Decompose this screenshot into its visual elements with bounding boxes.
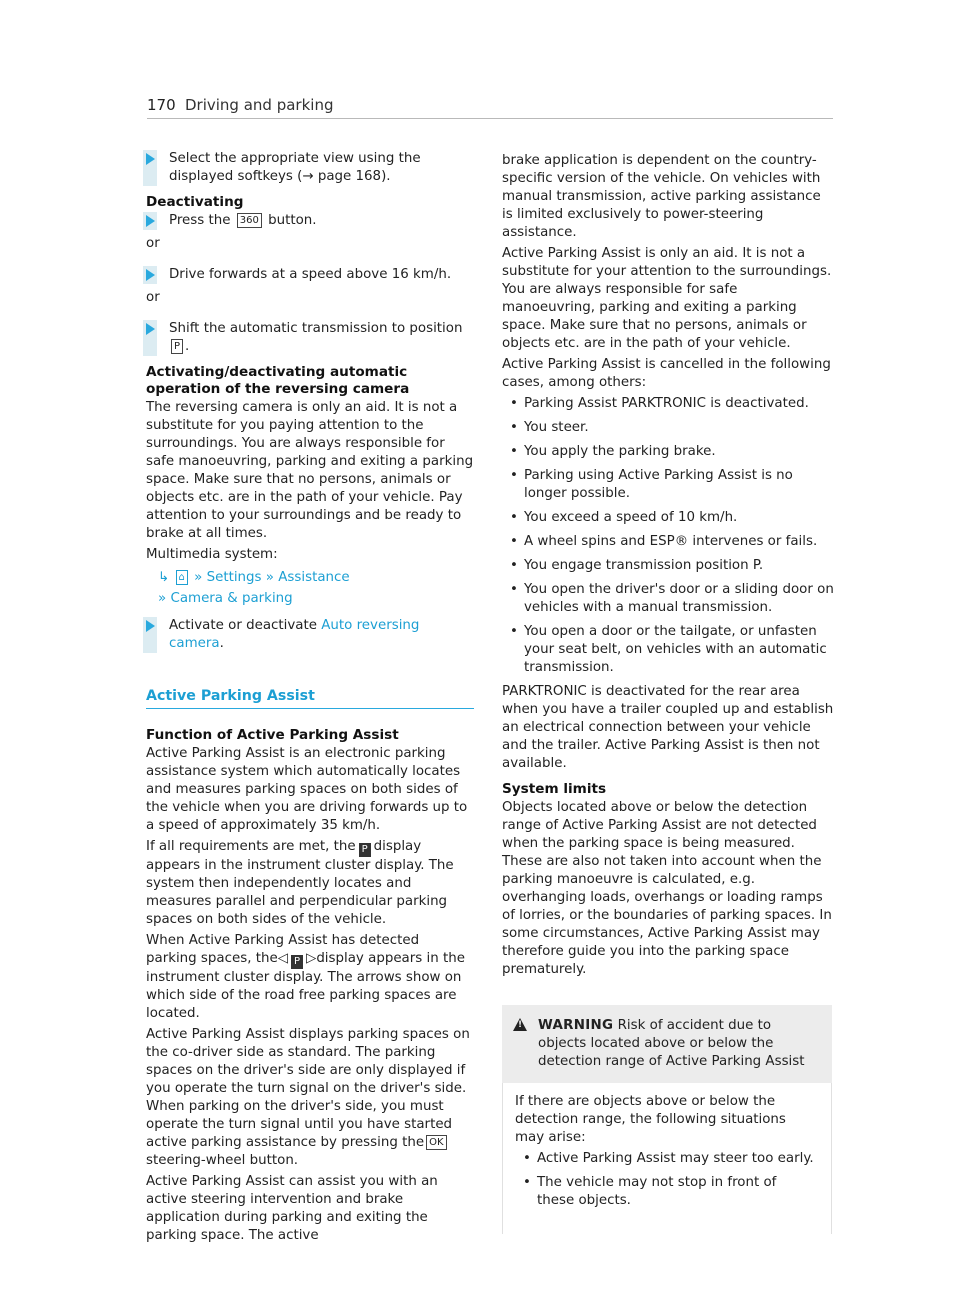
- para-detected: When Active Parking Assist has detected parking spaces, the◁ P ▷display appears in the instrument cluster display. The arrows show on which side of the road free parking spaces are located.: [146, 933, 465, 1021]
- list-item: • Parking using Active Parking Assist is no longer possible.: [502, 467, 834, 503]
- parking-p-icon: P: [359, 843, 371, 857]
- warning-body: If there are objects above or below the detection range, the following situations may arise: • Active Parking Assist may steer too early. • The vehicle may not stop in front of these objects.: [502, 1083, 832, 1234]
- step-arrow-icon: [146, 269, 155, 281]
- step-activate: Activate or deactivate Auto reversing camera.: [146, 617, 474, 653]
- menu-path-arrow-icon: ↳: [158, 570, 170, 585]
- list-item: • A wheel spins and ESP® intervenes or fails.: [502, 533, 834, 551]
- step-select-view: Select the appropriate view using the displayed softkeys (→ page 168).: [146, 150, 474, 186]
- list-item: • You open a door or the tailgate, or unfasten your seat belt, on vehicles with an automatic transmission.: [502, 623, 834, 677]
- step-arrow-icon: [146, 153, 155, 165]
- para-camera: The reversing camera is only an aid. It is not a substitute for you paying attention to the surroundings. You are always responsible for safe manoeuvring, parking and exiting a parking space. Make sure that no persons, animals or objects etc. are in the path of your vehicle. Pay attention to your surroundings and be ready to brake at all times.: [146, 400, 474, 541]
- step-arrow-icon: [146, 215, 155, 227]
- chevron-right-icon: »: [194, 570, 203, 585]
- list-item: • You apply the parking brake.: [502, 443, 834, 461]
- step-arrow-icon: [146, 323, 155, 335]
- list-item: • Parking Assist PARKTRONIC is deactivated.: [502, 395, 834, 413]
- camera-360-icon: 360: [237, 213, 262, 228]
- para-cancel: Active Parking Assist is cancelled in the following cases, among others:: [502, 357, 831, 390]
- heading-limits: System limits: [502, 781, 607, 797]
- or-label: or: [146, 290, 160, 305]
- ok-button-icon: OK: [426, 1135, 446, 1150]
- warning-headline: Risk of accident due to objects located above or below the detection range of Active Parking Assist: [538, 1018, 805, 1069]
- heading-function: Function of Active Parking Assist: [146, 727, 399, 743]
- gear-p-icon: P: [171, 339, 183, 354]
- home-icon: ⌂: [176, 570, 188, 585]
- para-codriver: Active Parking Assist displays parking spaces on the co-driver side as standard. The parking spaces on the driver's side are only displayed if you operate the turn signal on the driver's side. When parking on the driver's side, you must operate the turn signal until you have started active parking assistance by pressing the OKsteering-wheel button.: [146, 1027, 470, 1168]
- para-continued: brake application is dependent on the country-specific version of the vehicle. On vehicles with manual transmission, active parking assistance is limited exclusively to power-steering assistance.: [502, 153, 821, 240]
- cancel-list: [502, 395, 834, 677]
- warning-icon: !: [513, 1018, 527, 1031]
- para-aid: Active Parking Assist is only an aid. It is not a substitute for your attention to the surroundings. You are always responsible for safe manoeuvring, parking and exiting a parking space. Make sure that no persons, animals or objects etc. are in the path of your vehicle.: [502, 246, 832, 351]
- heading-activating: Activating/deactivating automatic operation of the reversing camera: [146, 364, 410, 397]
- right-column: [502, 152, 834, 1234]
- menu-assistance: Assistance: [278, 570, 350, 585]
- list-item: • The vehicle may not stop in front of these objects.: [515, 1174, 817, 1210]
- auto-reversing-camera-link: Auto reversing camera: [169, 618, 420, 651]
- step-drive: Drive forwards at a speed above 16 km/h.: [146, 266, 474, 284]
- para-assist: Active Parking Assist can assist you with an active steering intervention and brake application during parking and exiting the parking space. The active: [146, 1174, 438, 1243]
- left-column: [146, 150, 474, 1248]
- chevron-right-icon: »: [265, 570, 274, 585]
- warning-box: [502, 1005, 832, 1234]
- list-item: • You engage transmission position P.: [502, 557, 834, 575]
- warning-header: [502, 1005, 832, 1083]
- para-function: Active Parking Assist is an electronic parking assistance system which automatically locates and measures parking spaces on both sides of the vehicle when you are driving forwards up to a speed of approximately 35 km/h.: [146, 746, 468, 833]
- step-arrow-icon: [146, 620, 155, 632]
- menu-camera-parking: Camera & parking: [170, 591, 293, 606]
- section-title: Active Parking Assist: [146, 687, 474, 709]
- or-label: or: [146, 236, 160, 251]
- parking-arrows-icon: ◁ P ▷: [277, 951, 317, 967]
- heading-deactivating: Deactivating: [146, 194, 244, 210]
- warning-label: WARNING: [538, 1018, 614, 1033]
- list-item: • Active Parking Assist may steer too early.: [515, 1150, 817, 1168]
- list-item: • You open the driver's door or a sliding door on vehicles with a manual transmission.: [502, 581, 834, 617]
- para-trailer: PARKTRONIC is deactivated for the rear area when you have a trailer coupled up and establish an electrical connection between your vehicle and the trailer. Active Parking Assist is then not available.: [502, 684, 834, 771]
- page-header: [147, 94, 833, 119]
- menu-path: [146, 567, 474, 609]
- chevron-right-icon: »: [158, 591, 167, 606]
- page-title: Driving and parking: [185, 96, 334, 114]
- multimedia-label: Multimedia system:: [146, 547, 278, 562]
- list-item: • You exceed a speed of 10 km/h.: [502, 509, 834, 527]
- list-item: • You steer.: [502, 419, 834, 437]
- step-press-button: Press the 360 button.: [146, 212, 474, 230]
- step-shift: Shift the automatic transmission to position P .: [146, 320, 474, 356]
- page-number: 170: [147, 96, 176, 114]
- menu-settings: Settings: [206, 570, 262, 585]
- warning-list: [515, 1150, 817, 1210]
- para-limits: Objects located above or below the detection range of Active Parking Assist are not detected when the parking space is being measured. These are also not taken into account when the parking manoeuvre is calculated, e.g. overhanging loads, overhangs or loading ramps of lorries, or the boundaries of parking spaces. In some circumstances, Active Parking Assist may therefore guide you into the parking space prematurely.: [502, 800, 832, 977]
- para-requirements: If all requirements are met, the P display appears in the instrument cluster display. The system then independently locates and measures parallel and perpendicular parking spaces on both sides of the vehicle.: [146, 839, 454, 927]
